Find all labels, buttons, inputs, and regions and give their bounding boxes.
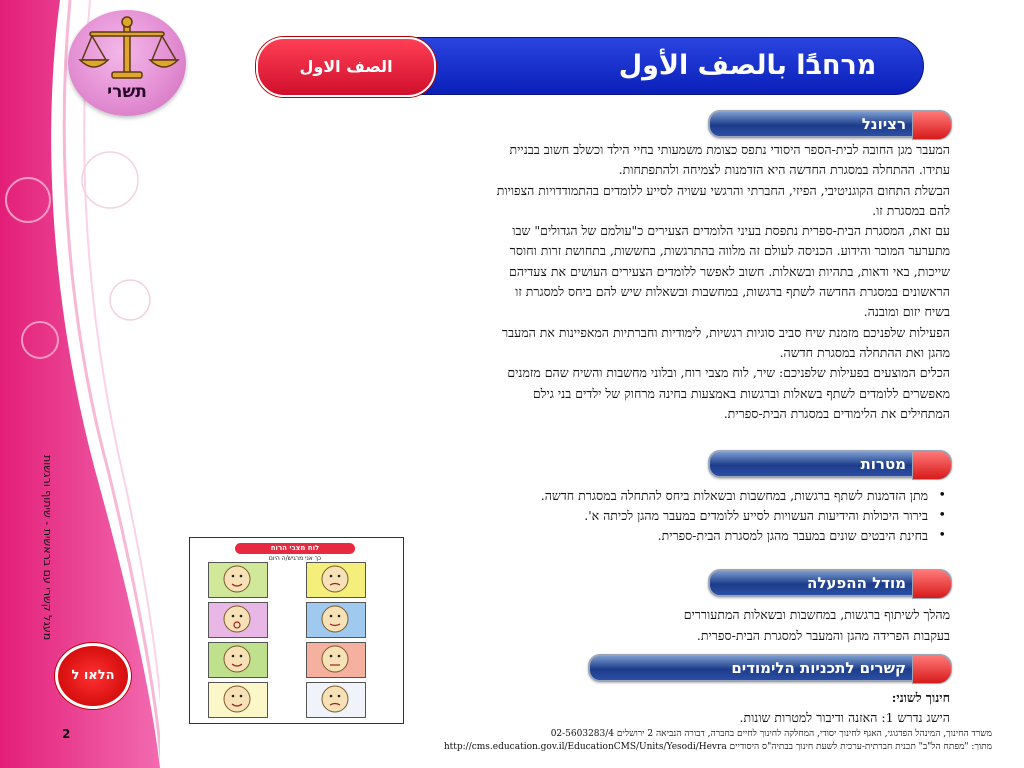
faces-drawing <box>190 538 403 723</box>
grade-badge: الصف الاول <box>256 37 436 97</box>
mood-board-subtitle: כך אני מרגיש/ה היום <box>268 555 322 562</box>
model-text: מהלך לשיתוף ברגשות, במחשבות ובשאלות המתעוררים בעקבות הפרידה מהגן והמעבר למסגרת הבית-ספרית. <box>683 607 950 643</box>
page-title: מרחבًا بالصف الأول <box>618 50 877 81</box>
logo-text: תשרי <box>107 82 147 102</box>
section-label-curriculum: קשרים לתכניות הלימודים <box>588 654 952 682</box>
list-item: • מתן הזדמנות לשתף ברגשות, במחשבות ובשאלות ביחס להתחלה במסגרת חדשה. <box>200 486 950 506</box>
section-label-rationale: רציונל <box>708 110 952 138</box>
list-item: • בירור היכולות והידיעות העשויות לסייע ללומדים במעבר מהגן לכיתה א'. <box>200 506 950 526</box>
red-side-badge: הלאו ל <box>55 643 131 709</box>
page-header <box>256 37 922 95</box>
section-label-model: מודל ההפעלה <box>708 569 952 597</box>
vertical-side-text: מעגל קשרי עם בראשית - שיתוף ורגשות <box>41 455 54 641</box>
curriculum-text: חינוך לשוני: הישג נדרש 1: האזנה ודיבור למטרות שונות. <box>739 690 950 725</box>
rationale-text: המעבר מגן החובה לבית-הספר היסודי נתפס כצומת משמעותי בחיי הילד וכשלב חשוב בבניית עתידו. ההתחלה במסגרת החדשה היא הזדמנות לצמיחה ולהתפתחות. הבשלת התחום הקוגניטיבי, הפיזי, החברתי והרגשי עשויה לסייע ללומדים בהתמודדויות הצפויות להם במסגרת זו. עם זאת, המסגרת הבית-ספרית נתפסת בעיני הלומדים הצעירים כ"עולמם של הגדולים" שבו מתערער המוכר והידוע. הכניסה לעולם זה מלווה בהתרגשות, בחששות, בתחושת זרות וחוסר שייכות, באי ודאות, בתהיות ובשאלות. חשוב לאפשר ללומדים הצעירים העושים את צעדיהם הראשונים במסגרת החדשה לשתף ברגשות, במחשבות ובשאלות שיש להם ביחס למסגרת זו בשיח יזום ומובנה. הפעילות שלפניכם מזמנת שיח סביב סוגיות רגשיות, לימודיות וחברתיות המאפיינות את המעבר מהגן ואת ההתחלה במסגרת חדשה. הכלים המוצעים בפעילות שלפניכם: שיר, לוח מצבי רוח, ובלוני מחשבות והשיח שהם מזמנים מאפשרים ללומדים לשתף בשאלות וברגשות באמצעות בחינה מרחוק של ילדים בני גילם המתחילים את הלימודים במסגרת הבית-ספרית. <box>496 142 950 421</box>
section-label-goals: מטרות <box>708 450 952 478</box>
mood-board-title: לוח מצבי הרוח <box>235 543 355 554</box>
list-item: • בחינת היבטים שונים במעבר מהגן למסגרת הבית-ספרית. <box>200 526 950 546</box>
footer-line-2: מתוך: "מפתח הל"ב" תכנית חברתית-ערכית לשעת חינוך בבתיה"ס היסודיים http://cms.education.gov.il/EducationCMS/Units/Yesodi/Hevra <box>443 742 992 752</box>
header-title-bar <box>406 37 924 95</box>
page-number: 2 <box>62 727 71 741</box>
footer-line-1: משרד החינוך, המינהל הפדגוגי, האגף לחינוך יסודי, המחלקה לחינוך לחיים בחברה, דבורה הנביאה 2 ירושלים 02-5603283/4 <box>550 729 992 739</box>
tishrei-logo <box>68 10 186 116</box>
mood-board-image <box>189 537 404 724</box>
